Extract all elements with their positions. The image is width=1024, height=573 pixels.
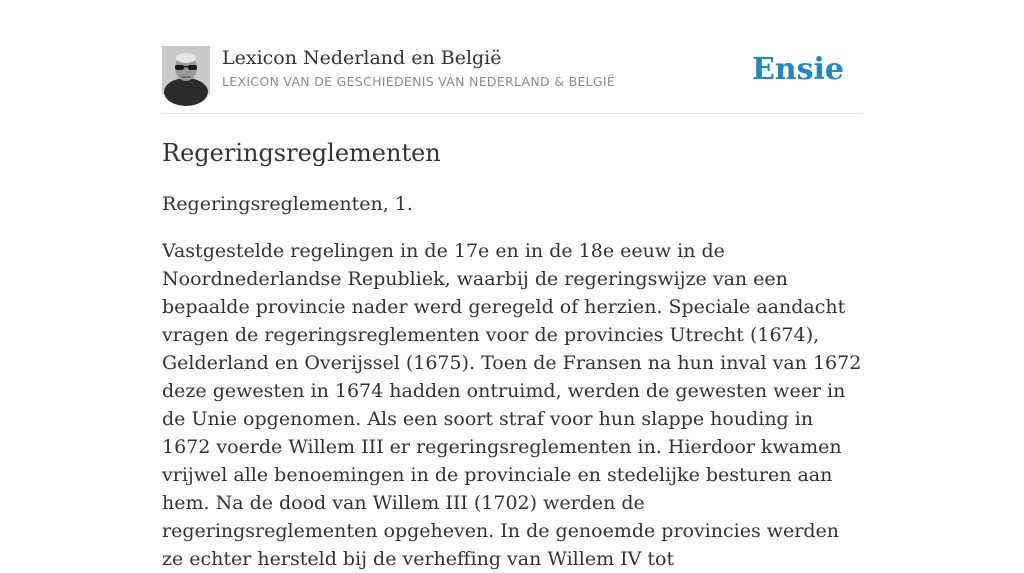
article-body: Vastgestelde regelingen in de 17e en in de 18e eeuw in de Noordnederlandse Republiek, waarbij de regeringswijze van een bepaalde provincie nader werd geregeld of herzien. Speciale aandacht vragen de regeringsreglementen voor de provincies Utrecht (1674), Gelderland en Overijssel (1675). Toen de Fransen na hun inval van 1672 deze gewesten in 1674 hadden ontruimd, werden de gewesten weer in de Unie opgenomen. Als een soort straf voor hun slappe houding in 1672 voerde Willem III er regeringsreglementen in. Hierdoor kwamen vrijwel alle benoemingen in de provinciale en stedelijke besturen aan hem. Na de dood van Willem III (1702) werden de regeringsreglementen opgeheven. In de genoemde provincies werden ze echter hersteld bij de verheffing van Willem IV tot bbox=[162, 240, 862, 570]
ensie-logo-link[interactable]: Ensie bbox=[751, 52, 844, 87]
article-title: Regeringsreglementen bbox=[162, 139, 441, 167]
article-subtitle: Regeringsreglementen, 1. bbox=[162, 193, 413, 215]
source-subtitle: LEXICON VAN DE GESCHIEDENIS VAN NEDERLAND & BELGIË bbox=[222, 74, 616, 89]
source-title[interactable]: Lexicon Nederland en België bbox=[222, 47, 502, 69]
article bbox=[162, 136, 862, 573]
source-header bbox=[162, 46, 862, 114]
author-avatar-icon[interactable] bbox=[162, 46, 210, 94]
